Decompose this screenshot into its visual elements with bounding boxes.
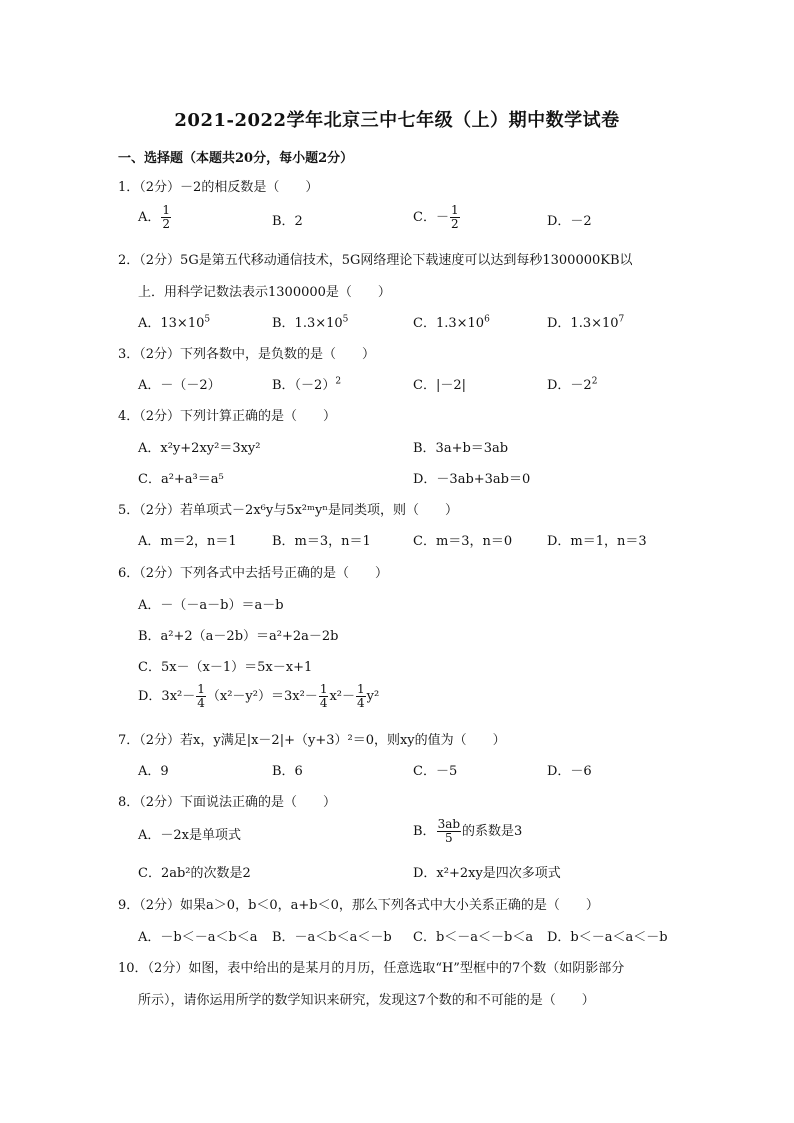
question-6-stem: 6．（2分）下列各式中去括号正确的是（ ） [118, 566, 389, 581]
q1-option-c: C．－ $\frac{1}{2}$ [413, 203, 459, 231]
question-3-stem: 3．（2分）下列各数中，是负数的是（ ） [118, 347, 376, 362]
q3-option-c: C．|－2| [413, 378, 466, 393]
q2-option-b: B．$1.3\times 10^5$ [272, 314, 349, 331]
q1-option-d: D．－2 [547, 214, 592, 229]
q5-option-b: B．m＝3，n＝1 [272, 534, 371, 549]
q9-option-c: C．b＜－a＜－b＜a [413, 930, 534, 945]
q3-option-d: D．$-2^2$ [547, 376, 598, 393]
question-1-stem: 1．（2分）－2的相反数是（ ） [118, 180, 319, 195]
q2-option-a: A．$13\times 10^5$ [138, 314, 211, 331]
q9-option-d: D．b＜－a＜a＜－b [547, 930, 668, 945]
page-title: 2021-2022学年北京三中七年级（上）期中数学试卷 [174, 110, 620, 131]
q7-option-b: B．6 [272, 764, 303, 779]
q4-option-a: A．x²y+2xy²＝3xy² [138, 441, 261, 456]
question-10-stem-line1: 10．（2分）如图，表中给出的是某月的月历，任意选取“H”型框中的7个数（如阴影部分 [118, 961, 625, 976]
question-8-stem: 8．（2分）下面说法正确的是（ ） [118, 795, 337, 810]
q4-option-b: B．3a+b＝3ab [413, 441, 509, 456]
q5-option-a: A．m＝2，n＝1 [138, 534, 237, 549]
q6-option-b: B．a²+2（a－2b）＝a²+2a－2b [138, 629, 339, 644]
question-4-stem: 4．（2分）下列计算正确的是（ ） [118, 409, 337, 424]
q6-option-a: A．－（－a－b）＝a－b [138, 598, 284, 613]
q3-option-b: B．$(-2)^2$ [272, 376, 342, 393]
q1-option-b: B．2 [272, 214, 303, 229]
question-2-stem-line2: 上．用科学记数法表示1300000是（ ） [138, 285, 391, 300]
q8-option-d: D．x²+2xy是四次多项式 [413, 866, 561, 881]
question-5-stem: 5．（2分）若单项式－2x⁶y与5x²ᵐyⁿ是同类项，则（ ） [118, 503, 458, 518]
q9-option-a: A．－b＜－a＜b＜a [138, 930, 258, 945]
section-heading: 一、选择题（本题共20分，每小题2分） [118, 151, 354, 166]
question-10-stem-line2: 所示），请你运用所学的数学知识来研究，发现这7个数的和不可能的是（ ） [138, 993, 595, 1008]
question-9-stem: 9．（2分）如果a＞0，b＜0，a+b＜0，那么下列各式中大小关系正确的是（ ） [118, 898, 599, 913]
q4-option-d: D．－3ab+3ab＝0 [413, 472, 531, 487]
q8-option-b: B． $\frac{3ab}{5}$ 的系数是3 [413, 817, 523, 845]
q6-option-c: C．5x－（x－1）＝5x－x+1 [138, 660, 313, 675]
q3-option-a: A．－（－2） [138, 378, 221, 393]
q7-option-d: D．－6 [547, 764, 592, 779]
q5-option-d: D．m＝1，n＝3 [547, 534, 647, 549]
question-2-stem-line1: 2．（2分）5G是第五代移动通信技术，5G网络理论下载速度可以达到每秒1300000KB以 [118, 253, 633, 268]
q8-option-c: C．2ab²的次数是2 [138, 866, 251, 881]
q8-option-a: A．－2x是单项式 [138, 828, 241, 843]
q2-option-d: D．$1.3\times 10^7$ [547, 314, 625, 331]
q2-option-c: C．$1.3\times 10^6$ [413, 314, 490, 331]
q5-option-c: C．m＝3，n＝0 [413, 534, 513, 549]
q9-option-b: B．－a＜b＜a＜－b [272, 930, 392, 945]
q6-option-d: D．3x²－ $\frac{1}{4}$ （x²－y²）＝3x²－ $\frac{1}{4}$ x²－ $\frac{1}{4}$ y² [138, 682, 380, 710]
q7-option-a: A．9 [138, 764, 169, 779]
q4-option-c: C．a²+a³＝a⁵ [138, 472, 224, 487]
question-7-stem: 7．（2分）若x，y满足|x－2|+（y+3）²＝0，则xy的值为（ ） [118, 733, 506, 748]
q7-option-c: C．－5 [413, 764, 458, 779]
q1-option-a: A． $\frac{1}{2}$ [138, 203, 171, 231]
